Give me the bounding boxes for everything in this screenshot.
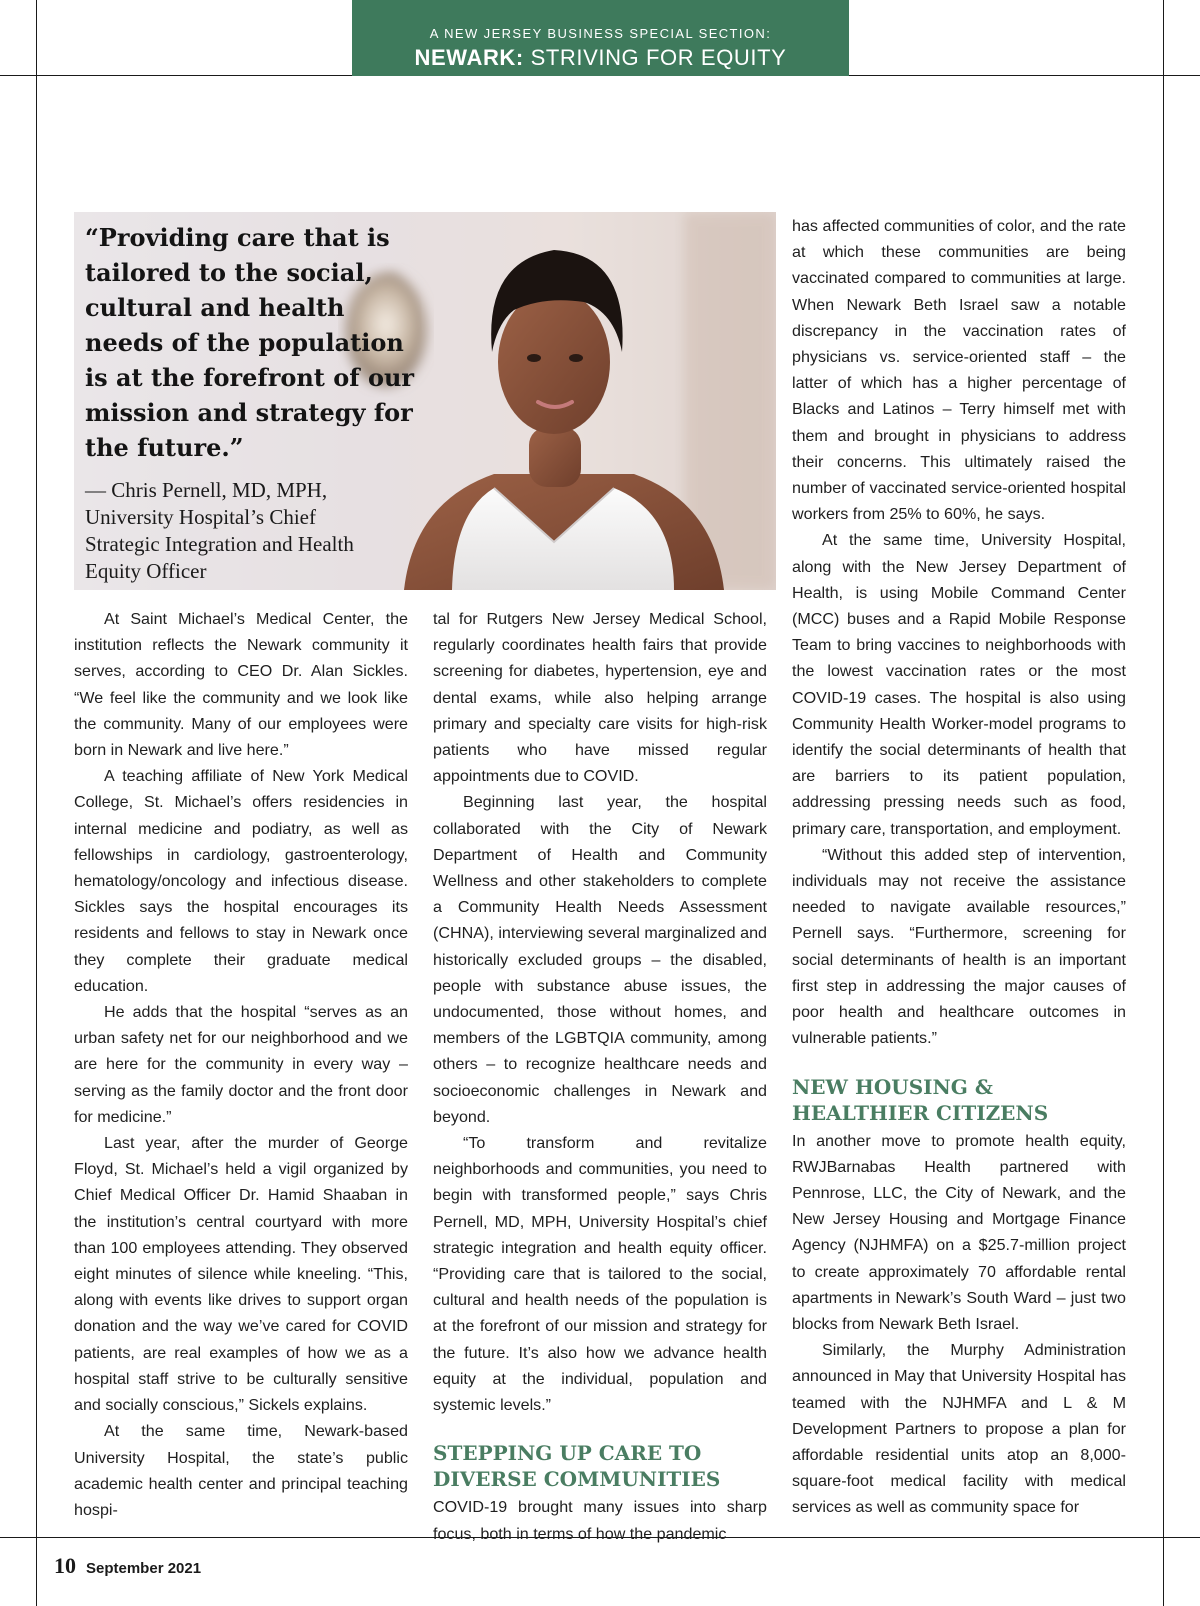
pull-quote-attribution: — Chris Pernell, MD, MPH, University Hospital’s Chief Strategic Integration and Health Equity Officer [85,478,354,583]
paragraph: Similarly, the Murphy Administration announced in May that University Hospital has teamed with the NJHMFA and L & M Development Partners to propose a plan for affordable residential units atop an 8,000-square-foot medical facility with medical services as well as community space for [792,1341,1126,1517]
subhead-new-housing: NEW HOUSING & HEALTHIER CITIZENS [792,1074,1049,1125]
article-column-1 [74,606,408,1523]
paragraph: At the same time, Newark-based University Hospital, the state’s public academic health center and principal teaching hospi- [74,1422,408,1519]
article-column-3 [792,213,1126,1521]
paragraph: In another move to promote health equity, RWJBarnabas Health partnered with Pennrose, LLC, the City of Newark, and the New Jersey Housing and Mortgage Finance Agency (NJHMFA) on a $25.7-million project to create approximately 70 affordable rental apartments in Newark’s South Ward – just two blocks from Newark Beth Israel. [792,1131,1126,1333]
paragraph: Beginning last year, the hospital collaborated with the City of Newark Department of Health and Community Wellness and other stakeholders to complete a Community Health Needs Assessment (CHNA), interviewing several marginalized and historically excluded groups – the disabled, people with substance abuse issues, the undocumented, those without homes, and members of the LGBTQIA community, among others – to recognize healthcare needs and socioeconomic challenges in Newark and beyond. [433,793,767,1126]
paragraph: tal for Rutgers New Jersey Medical School, regularly coordinates health fairs that provide screening for diabetes, hypertension, eye and dental exams, while also helping arrange primary and specialty care visits for high-risk patients who have missed regular appointments due to COVID. [433,610,767,786]
pull-quote: “Providing care that is tailored to the social, cultural and health needs of the population is at the forefront of our mission and strategy for the future.” [85,223,415,462]
subhead-stepping-up-care: STEPPING UP CARE TO DIVERSE COMMUNITIES [433,1441,721,1492]
paragraph: At the same time, University Hospital, along with the New Jersey Department of Health, is using Mobile Command Center (MCC) buses and a Rapid Mobile Response Team to bring vaccines to neighborhoods with the lowest vaccination rates or the most COVID-19 cases. The hospital is also using Community Health Worker-model programs to identify the social determinants of health that are barriers to its patient population, addressing pressing needs such as food, primary care, transportation, and employment. [792,531,1126,838]
portrait-photo [74,212,776,590]
page-number: 10 [54,1553,76,1578]
paragraph: He adds that the hospital “serves as an urban safety net for our neighborhood and we are here for the community in every way – serving as the family doctor and the front door for medicine.” [74,1003,408,1126]
paragraph: Last year, after the murder of George Floyd, St. Michael’s held a vigil organized by Chief Medical Officer Dr. Hamid Shaaban in the institution’s central courtyard with more than 100 employees attending. They observed eight minutes of silence while kneeling. “This, along with events like drives to support organ donation and the way we’ve cared for COVID patients, are real examples of how we as a hospital staff strive to be culturally sensitive and socially conscious,” Sickels explains. [74,1134,408,1415]
section-kicker: A NEW JERSEY BUSINESS SPECIAL SECTION: [429,26,772,41]
section-title-rest: STRIVING FOR EQUITY [523,45,787,70]
paragraph: “To transform and revitalize neighborhoods and communities, you need to begin with transformed people,” says Chris Pernell, MD, MPH, University Hospital’s chief strategic integration and health equity officer. “Providing care that is tailored to the social, cultural and health needs of the population is at the forefront of our mission and strategy for the future. It’s also how we advance health equity at the individual, population and systemic levels.” [433,1134,767,1415]
section-title [352,45,849,71]
left-margin-rule [36,0,37,1606]
paragraph: “Without this added step of intervention, individuals may not receive the assistance needed to navigate available resources,” Pernell says. “Furthermore, screening for social determinants of health is an important first step in addressing the major causes of poor health and healthcare outcomes in vulnerable patients.” [792,845,1126,1048]
page-footer [54,1553,201,1579]
article-column-2 [433,606,767,1547]
paragraph: COVID-19 brought many issues into sharp focus, both in terms of how the pandemic [433,1498,767,1543]
section-banner [352,0,849,76]
right-margin-rule [1163,0,1164,1606]
section-title-bold: NEWARK: [414,45,524,70]
paragraph: A teaching affiliate of New York Medical College, St. Michael’s offers residencies in internal medicine and podiatry, as well as fellowships in cardiology, gastroenterology, hematology/oncology and infectious disease. Sickles says the hospital encourages its residents and fellows to stay in Newark once they complete their graduate medical education. [74,767,408,995]
paragraph: At Saint Michael’s Medical Center, the institution reflects the Newark community it serves, according to CEO Dr. Alan Sickles. “We feel like the community and we look like the community. Many of our employees were born in Newark and live here.” [74,610,408,760]
issue-date: September 2021 [86,1560,202,1577]
paragraph: has affected communities of color, and the rate at which these communities are being vaccinated compared to communities at large. When Newark Beth Israel saw a notable discrepancy in the vaccination rates of physicians vs. service-oriented staff – the latter of which has a higher percentage of Blacks and Latinos – Terry himself met with them and brought in physicians to address their concerns. This ultimately raised the number of vaccinated service-oriented hospital workers from 25% to 60%, he says. [792,217,1126,524]
